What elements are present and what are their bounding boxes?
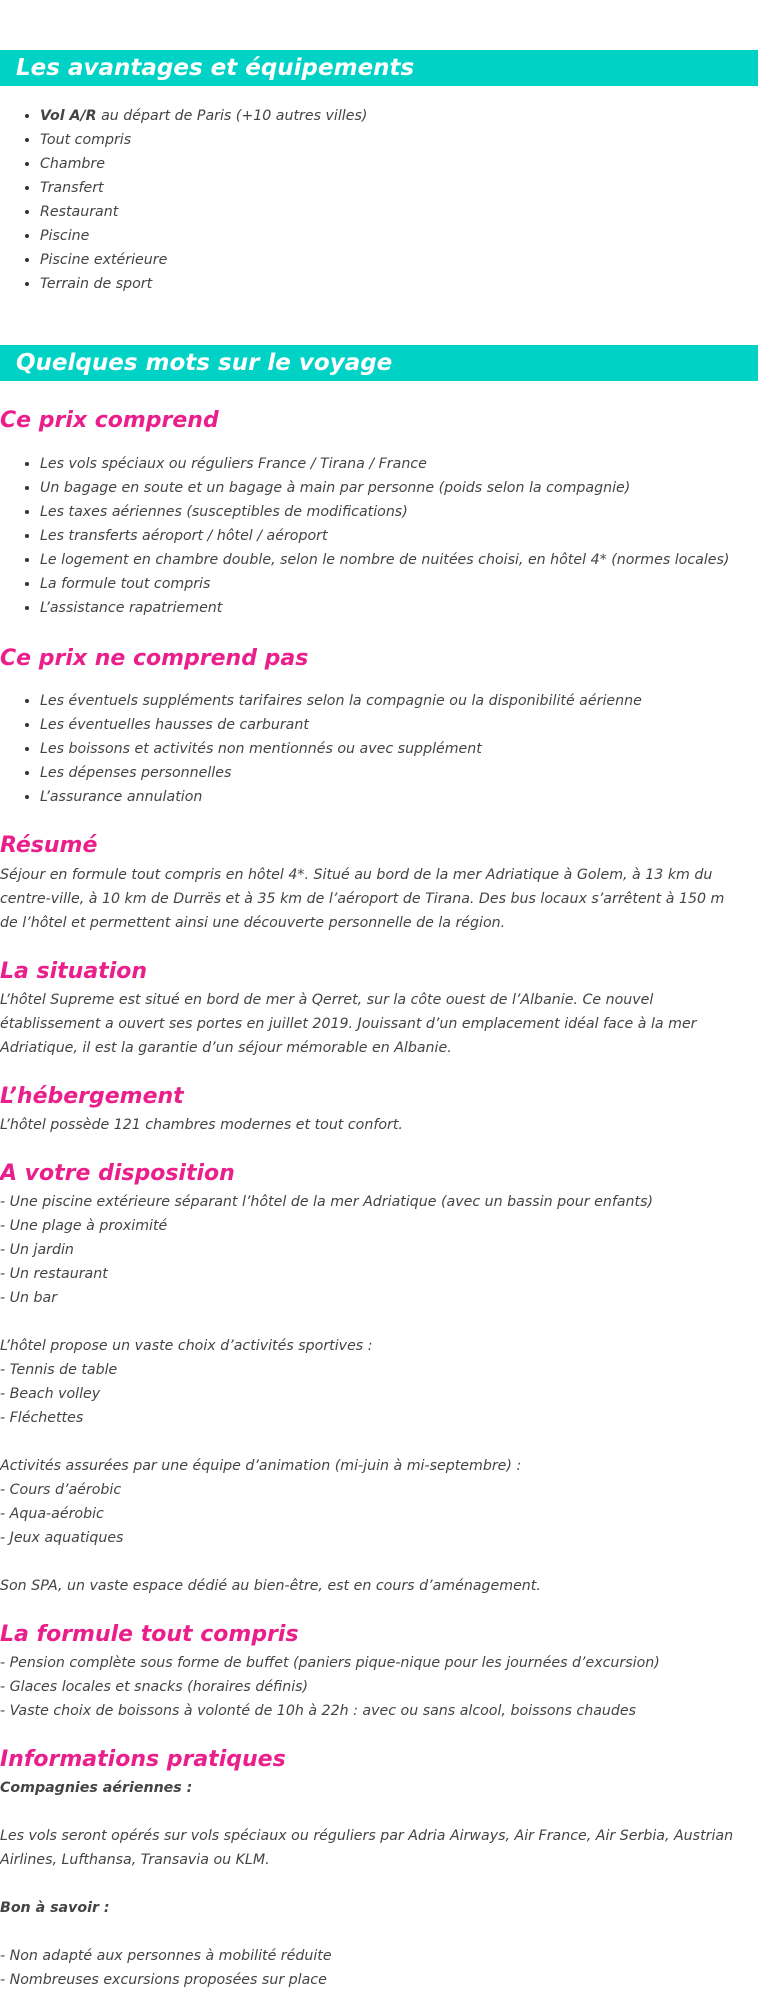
blank-line <box>0 1872 750 1896</box>
text-line: Activités assurées par une équipe d’animation (mi-juin à mi-septembre) : <box>0 1458 522 1474</box>
text-line: Son SPA, un vaste espace dédié au bien-être, est en cours d’aménagement. <box>0 1578 541 1594</box>
text-line: - Pension complète sous forme de buffet (paniers pique-nique pour les journées d’excursion) <box>0 1655 660 1671</box>
list-item <box>40 104 367 128</box>
list-item: • Terrain de sport <box>40 272 367 296</box>
text-line: - Tennis de table <box>0 1362 118 1378</box>
heading-resume: Résumé <box>0 833 98 858</box>
heading-informations-pratiques: Informations pratiques <box>0 1747 286 1772</box>
text-line: - Non adapté aux personnes à mobilité réduite <box>0 1948 332 1964</box>
list-item: • Les éventuels suppléments tarifaires selon la compagnie ou la disponibilité aérienne <box>40 689 642 713</box>
section-band-avantages: Les avantages et équipements <box>0 50 758 86</box>
heading-formule: La formule tout compris <box>0 1622 299 1647</box>
blank-line <box>0 1430 750 1454</box>
text-line: - Jeux aquatiques <box>0 1530 124 1546</box>
list-item: • Transfert <box>40 176 367 200</box>
text-line: L’hôtel propose un vaste choix d’activités sportives : <box>0 1338 373 1354</box>
disposition-lines <box>0 1190 750 1598</box>
list-item: • Chambre <box>40 152 367 176</box>
bon-a-savoir-label: Bon à savoir : <box>0 1900 110 1916</box>
heading-disposition: A votre disposition <box>0 1161 235 1186</box>
list-item: • Restaurant <box>40 200 367 224</box>
list-item: • Les transferts aéroport / hôtel / aéroport <box>40 524 729 548</box>
list-item: • Le logement en chambre double, selon le nombre de nuitées choisi, en hôtel 4* (normes locales) <box>40 548 729 572</box>
formule-lines <box>0 1651 750 1723</box>
list-item: • La formule tout compris <box>40 572 729 596</box>
list-item: • Les vols spéciaux ou réguliers France / Tirana / France <box>40 452 729 476</box>
heading-hebergement: L’hébergement <box>0 1084 184 1109</box>
text-line: - Un restaurant <box>0 1266 108 1282</box>
list-item: • Les éventuelles hausses de carburant <box>40 713 642 737</box>
blank-line <box>0 1550 750 1574</box>
text-line: - Une piscine extérieure séparant l’hôtel de la mer Adriatique (avec un bassin pour enfants) <box>0 1194 654 1210</box>
list-item: • L’assurance annulation <box>40 785 642 809</box>
blank-line <box>0 1800 750 1824</box>
text-line: - Un jardin <box>0 1242 74 1258</box>
text-line: - Un bar <box>0 1290 58 1306</box>
text-line: - Fléchettes <box>0 1410 84 1426</box>
list-item: • Piscine extérieure <box>40 248 367 272</box>
list-item: • Les taxes aériennes (susceptibles de modifications) <box>40 500 729 524</box>
informations-lines <box>0 1776 750 1992</box>
list-item: • Les dépenses personnelles <box>40 761 642 785</box>
comprend-list <box>0 452 729 620</box>
list-item: • Piscine <box>40 224 367 248</box>
hebergement-text: L’hôtel possède 121 chambres modernes et tout confort. <box>0 1117 403 1133</box>
list-item-bold: Vol A/R <box>40 108 97 124</box>
list-item: • L’assistance rapatriement <box>40 596 729 620</box>
text-line: - Cours d’aérobic <box>0 1482 122 1498</box>
compagnies-label: Compagnies aériennes : <box>0 1780 193 1796</box>
blank-line <box>0 1920 750 1944</box>
avantages-list <box>0 104 367 296</box>
blank-line <box>0 1310 750 1334</box>
list-item: • Un bagage en soute et un bagage à main par personne (poids selon la compagnie) <box>40 476 729 500</box>
text-line: - Aqua-aérobic <box>0 1506 104 1522</box>
heading-situation: La situation <box>0 959 148 984</box>
text-line: - Une plage à proximité <box>0 1218 168 1234</box>
heading-prix-ne-comprend-pas: Ce prix ne comprend pas <box>0 646 309 671</box>
resume-text: Séjour en formule tout compris en hôtel 4*. Situé au bord de la mer Adriatique à Golem, à 13 km du centre-ville, à 10 km de Durrës et à 35 km de l’aéroport de Tirana. Des bus locaux s’arrêtent à 150 m de l’hôtel et permettent ainsi une découverte personnelle de la région. <box>0 867 725 931</box>
section-band-voyage: Quelques mots sur le voyage <box>0 345 758 381</box>
text-line: - Nombreuses excursions proposées sur place <box>0 1972 327 1988</box>
situation-text: L’hôtel Supreme est situé en bord de mer à Qerret, sur la côte ouest de l’Albanie. Ce nouvel établissement a ouvert ses portes en juillet 2019. Jouissant d’un emplacement idéal face à la mer Adriatique, il est la garantie d’un séjour mémorable en Albanie. <box>0 992 697 1056</box>
list-item: • Les boissons et activités non mentionnés ou avec supplément <box>40 737 642 761</box>
ne-comprend-pas-list <box>0 689 642 809</box>
text-line: - Beach volley <box>0 1386 101 1402</box>
text-line: - Glaces locales et snacks (horaires définis) <box>0 1679 309 1695</box>
heading-prix-comprend: Ce prix comprend <box>0 408 219 433</box>
text-line: - Vaste choix de boissons à volonté de 10h à 22h : avec ou sans alcool, boissons chaudes <box>0 1703 637 1719</box>
compagnies-text: Les vols seront opérés sur vols spéciaux ou réguliers par Adria Airways, Air France, Air Serbia, Austrian Airlines, Lufthansa, Transavia ou KLM. <box>0 1828 734 1868</box>
list-item: • Tout compris <box>40 128 367 152</box>
list-item-text: au départ de Paris (+10 autres villes) <box>96 108 368 124</box>
